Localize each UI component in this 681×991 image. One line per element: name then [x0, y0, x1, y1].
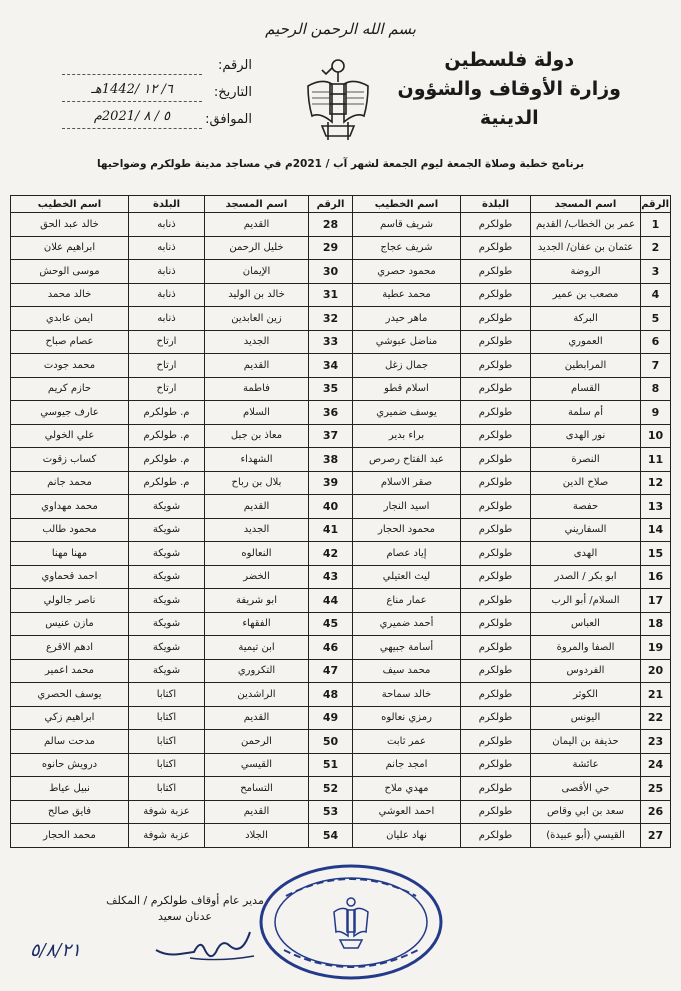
preacher-name: مازن عنيس: [11, 612, 129, 636]
table-row: [11, 213, 671, 237]
row-number: 12: [641, 471, 671, 495]
preacher-name: محمود حصري: [353, 260, 461, 284]
town-name: شويكة: [129, 518, 205, 542]
town-name: طولكرم: [461, 589, 531, 613]
table-row: [11, 377, 671, 401]
town-name: طولكرم: [461, 753, 531, 777]
ref-value: [62, 52, 202, 75]
town-name: طولكرم: [461, 518, 531, 542]
mosque-name: سعد بن ابي وقاص: [531, 800, 641, 824]
table-row: [11, 612, 671, 636]
palestine-eagle-emblem-icon: [302, 52, 374, 144]
preacher-name: ليث العتيلي: [353, 565, 461, 589]
row-number: 38: [309, 448, 353, 472]
mosque-name: الصفا والمروة: [531, 636, 641, 660]
town-name: طولكرم: [461, 824, 531, 848]
preacher-name: يوسف ضميري: [353, 401, 461, 425]
equiv-label: الموافق:: [205, 112, 252, 127]
col-header-town-2: البلدة: [129, 196, 205, 213]
col-header-num-2: الرقم: [309, 196, 353, 213]
row-number: 49: [309, 706, 353, 730]
preacher-name: محمد الحجار: [11, 824, 129, 848]
row-number: 21: [641, 683, 671, 707]
mosque-name: عمر بن الخطاب/ القديم: [531, 213, 641, 237]
town-name: طولكرم: [461, 777, 531, 801]
row-number: 23: [641, 730, 671, 754]
date-row: [62, 79, 252, 106]
row-number: 2: [641, 236, 671, 260]
mosque-name: المرابطين: [531, 354, 641, 378]
mosque-name: السلام/ أبو الرب: [531, 589, 641, 613]
preacher-name: درويش حانوه: [11, 753, 129, 777]
preacher-name: ادهم الاقرع: [11, 636, 129, 660]
town-name: طولكرم: [461, 424, 531, 448]
row-number: 24: [641, 753, 671, 777]
preacher-name: أحمد ضميري: [353, 612, 461, 636]
date-label: التاريخ:: [213, 85, 252, 100]
mosque-name: الفقهاء: [205, 612, 309, 636]
town-name: ذنابه: [129, 213, 205, 237]
mosque-name: العباس: [531, 612, 641, 636]
mosque-name: فاطمة: [205, 377, 309, 401]
preacher-name: كساب زقوت: [11, 448, 129, 472]
ref-row: [62, 52, 252, 79]
row-number: 47: [309, 659, 353, 683]
table-row: [11, 401, 671, 425]
town-name: شويكة: [129, 659, 205, 683]
preacher-name: عارف جيوسي: [11, 401, 129, 425]
preacher-name: محمد مهداوي: [11, 495, 129, 519]
preacher-name: شريف قاسم: [353, 213, 461, 237]
town-name: ارتاح: [129, 377, 205, 401]
town-name: ذنابة: [129, 260, 205, 284]
col-header-preacher-2: اسم الخطيب: [11, 196, 129, 213]
preacher-name: رمزي نعالوه: [353, 706, 461, 730]
row-number: 53: [309, 800, 353, 824]
ref-label: الرقم:: [218, 58, 252, 73]
table-row: [11, 753, 671, 777]
row-number: 30: [309, 260, 353, 284]
preacher-name: إياد عصام: [353, 542, 461, 566]
signatory-name: عدنان سعيد: [158, 910, 212, 923]
table-row: [11, 260, 671, 284]
mosque-name: أم سلمة: [531, 401, 641, 425]
town-name: شويكة: [129, 565, 205, 589]
mosque-name: ابو بكر / الصدر: [531, 565, 641, 589]
signatory-title: مدير عام أوقاف طولكرم / المكلف: [106, 894, 264, 907]
table-row: [11, 636, 671, 660]
town-name: م. طولكرم: [129, 424, 205, 448]
mosque-name: حذيفة بن اليمان: [531, 730, 641, 754]
preacher-name: محمود الحجار: [353, 518, 461, 542]
row-number: 16: [641, 565, 671, 589]
town-name: م. طولكرم: [129, 401, 205, 425]
preacher-name: خالد سماحة: [353, 683, 461, 707]
town-name: طولكرم: [461, 565, 531, 589]
row-number: 29: [309, 236, 353, 260]
table-row: [11, 589, 671, 613]
row-number: 25: [641, 777, 671, 801]
mosque-name: الجلاد: [205, 824, 309, 848]
town-name: شويكة: [129, 589, 205, 613]
town-name: طولكرم: [461, 213, 531, 237]
table-row: [11, 800, 671, 824]
row-number: 22: [641, 706, 671, 730]
mosque-name: الإيمان: [205, 260, 309, 284]
table-row: [11, 330, 671, 354]
town-name: اكتابا: [129, 753, 205, 777]
col-header-mosque-2: اسم المسجد: [205, 196, 309, 213]
town-name: عزبة شوفة: [129, 800, 205, 824]
mosque-name: التسامح: [205, 777, 309, 801]
row-number: 45: [309, 612, 353, 636]
table-body: [11, 213, 671, 848]
preacher-name: خالد محمد: [11, 283, 129, 307]
row-number: 44: [309, 589, 353, 613]
ministry-name-cont: الدينية: [479, 107, 539, 129]
table-row: [11, 730, 671, 754]
preacher-name: فايق صالح: [11, 800, 129, 824]
row-number: 20: [641, 659, 671, 683]
row-number: 7: [641, 354, 671, 378]
preacher-name: ابراهيم علان: [11, 236, 129, 260]
mosque-name: خليل الرحمن: [205, 236, 309, 260]
mosque-name: القديم: [205, 213, 309, 237]
row-number: 51: [309, 753, 353, 777]
table-row: [11, 307, 671, 331]
col-header-preacher: اسم الخطيب: [353, 196, 461, 213]
table-row: [11, 471, 671, 495]
mosque-name: النعالوه: [205, 542, 309, 566]
row-number: 34: [309, 354, 353, 378]
town-name: م. طولكرم: [129, 448, 205, 472]
mosque-name: القيسي (أبو عبيدة): [531, 824, 641, 848]
document-title: برنامج خطبة وصلاة الجمعة ليوم الجمعة لشهر آب / 2021م في مساجد مدينة طولكرم وضواحيها: [96, 158, 585, 170]
table-row: [11, 283, 671, 307]
mosque-name: الهدى: [531, 542, 641, 566]
row-number: 52: [309, 777, 353, 801]
preacher-name: مهنا مهنا: [11, 542, 129, 566]
town-name: طولكرم: [461, 448, 531, 472]
row-number: 39: [309, 471, 353, 495]
ministry-name: وزارة الأوقاف والشؤون: [397, 78, 621, 100]
row-number: 11: [641, 448, 671, 472]
mosque-name: الشهداء: [205, 448, 309, 472]
official-stamp: [256, 862, 446, 982]
table-row: [11, 354, 671, 378]
row-number: 8: [641, 377, 671, 401]
row-number: 37: [309, 424, 353, 448]
table-row: [11, 565, 671, 589]
row-number: 18: [641, 612, 671, 636]
town-name: عزبة شوفة: [129, 824, 205, 848]
town-name: اكتابا: [129, 706, 205, 730]
preacher-name: احمد العوشي: [353, 800, 461, 824]
preacher-name: محمد جانم: [11, 471, 129, 495]
preacher-name: نهاد عليان: [353, 824, 461, 848]
table-row: [11, 495, 671, 519]
town-name: طولكرم: [461, 636, 531, 660]
preacher-name: محمد سيف: [353, 659, 461, 683]
town-name: شويكة: [129, 495, 205, 519]
town-name: شويكة: [129, 612, 205, 636]
mosque-name: الخضر: [205, 565, 309, 589]
town-name: اكتابا: [129, 683, 205, 707]
preacher-name: عمر ثابت: [353, 730, 461, 754]
row-number: 26: [641, 800, 671, 824]
row-number: 40: [309, 495, 353, 519]
mosque-name: الروضة: [531, 260, 641, 284]
mosque-name: النصرة: [531, 448, 641, 472]
letterhead: [398, 46, 622, 133]
town-name: ذنابه: [129, 236, 205, 260]
preacher-name: عصام صباح: [11, 330, 129, 354]
mosque-name: السفاريني: [531, 518, 641, 542]
preacher-name: خالد عبد الحق: [11, 213, 129, 237]
preacher-name: شريف عجاج: [353, 236, 461, 260]
preacher-name: عبد الفتاح رصرص: [353, 448, 461, 472]
reference-block: [62, 52, 252, 133]
mosque-name: القديم: [205, 354, 309, 378]
mosque-name: اليونس: [531, 706, 641, 730]
preacher-name: ماهر حيدر: [353, 307, 461, 331]
town-name: ارتاح: [129, 330, 205, 354]
preacher-name: يوسف الحصري: [11, 683, 129, 707]
row-number: 46: [309, 636, 353, 660]
preacher-name: علي الخولي: [11, 424, 129, 448]
mosque-name: خالد بن الوليد: [205, 283, 309, 307]
row-number: 50: [309, 730, 353, 754]
mosque-name: بلال بن رباح: [205, 471, 309, 495]
preacher-name: مدحت سالم: [11, 730, 129, 754]
preacher-name: مهدي ملاح: [353, 777, 461, 801]
signature-block: [85, 893, 285, 925]
equiv-row: [62, 106, 252, 133]
sermon-schedule-table: [10, 195, 671, 848]
row-number: 10: [641, 424, 671, 448]
preacher-name: محمد عطية: [353, 283, 461, 307]
row-number: 19: [641, 636, 671, 660]
col-header-town: البلدة: [461, 196, 531, 213]
town-name: م. طولكرم: [129, 471, 205, 495]
mosque-name: القديم: [205, 706, 309, 730]
row-number: 33: [309, 330, 353, 354]
town-name: طولكرم: [461, 283, 531, 307]
mosque-name: البركة: [531, 307, 641, 331]
preacher-name: براء بدير: [353, 424, 461, 448]
mosque-name: معاذ بن جبل: [205, 424, 309, 448]
town-name: طولكرم: [461, 706, 531, 730]
state-name: دولة فلسطين: [444, 49, 575, 71]
mosque-name: القسام: [531, 377, 641, 401]
town-name: طولكرم: [461, 401, 531, 425]
mosque-name: الرحمن: [205, 730, 309, 754]
row-number: 28: [309, 213, 353, 237]
basmala: بسم الله الرحمن الرحيم: [265, 20, 416, 38]
preacher-name: محمد اعمير: [11, 659, 129, 683]
row-number: 31: [309, 283, 353, 307]
town-name: طولكرم: [461, 260, 531, 284]
mosque-name: القديم: [205, 495, 309, 519]
row-number: 35: [309, 377, 353, 401]
preacher-name: صقر الاسلام: [353, 471, 461, 495]
mosque-name: مصعب بن عمير: [531, 283, 641, 307]
mosque-name: القيسي: [205, 753, 309, 777]
preacher-name: نبيل عياط: [11, 777, 129, 801]
town-name: شويكة: [129, 636, 205, 660]
preacher-name: ناصر جالولي: [11, 589, 129, 613]
mosque-name: نور الهدى: [531, 424, 641, 448]
mosque-name: حي الأقصى: [531, 777, 641, 801]
row-number: 6: [641, 330, 671, 354]
col-header-mosque: اسم المسجد: [531, 196, 641, 213]
row-number: 41: [309, 518, 353, 542]
mosque-name: حفصة: [531, 495, 641, 519]
row-number: 14: [641, 518, 671, 542]
town-name: طولكرم: [461, 495, 531, 519]
mosque-name: صلاح الدين: [531, 471, 641, 495]
table-row: [11, 236, 671, 260]
town-name: طولكرم: [461, 236, 531, 260]
mosque-name: زين العابدين: [205, 307, 309, 331]
table-row: [11, 706, 671, 730]
preacher-name: جمال زغل: [353, 354, 461, 378]
row-number: 42: [309, 542, 353, 566]
row-number: 54: [309, 824, 353, 848]
preacher-name: امجد جانم: [353, 753, 461, 777]
table-row: [11, 659, 671, 683]
mosque-name: التكروري: [205, 659, 309, 683]
table-row: [11, 518, 671, 542]
gregorian-date: ٥ / ٨ /2021م: [62, 106, 202, 129]
town-name: طولكرم: [461, 612, 531, 636]
town-name: طولكرم: [461, 800, 531, 824]
mosque-name: الجديد: [205, 330, 309, 354]
preacher-name: عمار مناع: [353, 589, 461, 613]
town-name: شويكة: [129, 542, 205, 566]
town-name: طولكرم: [461, 471, 531, 495]
preacher-name: محمود طالب: [11, 518, 129, 542]
row-number: 27: [641, 824, 671, 848]
preacher-name: موسى الوحش: [11, 260, 129, 284]
row-number: 1: [641, 213, 671, 237]
handwritten-signature: [150, 926, 260, 966]
table-row: [11, 824, 671, 848]
row-number: 5: [641, 307, 671, 331]
town-name: اكتابا: [129, 777, 205, 801]
mosque-name: الفردوس: [531, 659, 641, 683]
preacher-name: احمد قحماوي: [11, 565, 129, 589]
mosque-name: الراشدين: [205, 683, 309, 707]
preacher-name: مناضل عبوشي: [353, 330, 461, 354]
town-name: ذنابة: [129, 283, 205, 307]
mosque-name: عائشة: [531, 753, 641, 777]
mosque-name: عثمان بن عفان/ الجديد: [531, 236, 641, 260]
town-name: طولكرم: [461, 330, 531, 354]
town-name: طولكرم: [461, 683, 531, 707]
preacher-name: ايمن عابدي: [11, 307, 129, 331]
mosque-name: ابو شريفة: [205, 589, 309, 613]
table-header-row: [11, 196, 671, 213]
row-number: 3: [641, 260, 671, 284]
row-number: 13: [641, 495, 671, 519]
row-number: 32: [309, 307, 353, 331]
town-name: طولكرم: [461, 542, 531, 566]
mosque-name: الجديد: [205, 518, 309, 542]
hijri-date: ٦/ ١٢ /1442هـ: [62, 79, 202, 102]
town-name: ارتاح: [129, 354, 205, 378]
table-row: [11, 683, 671, 707]
preacher-name: حازم كريم: [11, 377, 129, 401]
row-number: 17: [641, 589, 671, 613]
mosque-name: السلام: [205, 401, 309, 425]
mosque-name: العموري: [531, 330, 641, 354]
table-row: [11, 424, 671, 448]
preacher-name: اسيد النجار: [353, 495, 461, 519]
mosque-name: الكوثر: [531, 683, 641, 707]
preacher-name: أسامة جبيهي: [353, 636, 461, 660]
handwritten-date: ٥/٨/٢١: [30, 940, 81, 961]
row-number: 9: [641, 401, 671, 425]
town-name: طولكرم: [461, 377, 531, 401]
row-number: 36: [309, 401, 353, 425]
town-name: اكتابا: [129, 730, 205, 754]
preacher-name: ابراهيم زكي: [11, 706, 129, 730]
table-row: [11, 448, 671, 472]
town-name: طولكرم: [461, 307, 531, 331]
preacher-name: اسلام قطو: [353, 377, 461, 401]
mosque-name: القديم: [205, 800, 309, 824]
table-row: [11, 542, 671, 566]
town-name: ذنابه: [129, 307, 205, 331]
row-number: 4: [641, 283, 671, 307]
col-header-num: الرقم: [641, 196, 671, 213]
row-number: 15: [641, 542, 671, 566]
mosque-name: ابن تيمية: [205, 636, 309, 660]
town-name: طولكرم: [461, 354, 531, 378]
table-row: [11, 777, 671, 801]
town-name: طولكرم: [461, 659, 531, 683]
town-name: طولكرم: [461, 730, 531, 754]
preacher-name: محمد جودت: [11, 354, 129, 378]
row-number: 48: [309, 683, 353, 707]
row-number: 43: [309, 565, 353, 589]
